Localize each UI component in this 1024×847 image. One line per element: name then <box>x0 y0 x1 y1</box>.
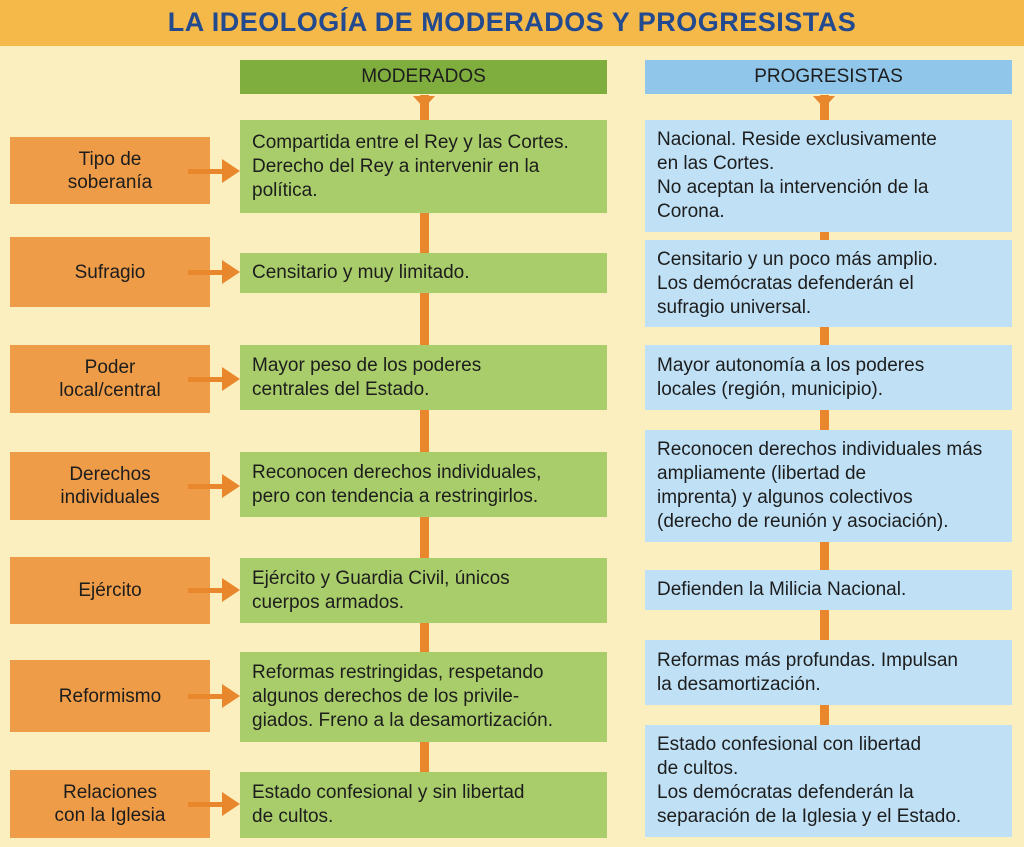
progresistas-sufragio: Censitario y un poco más amplio. Los demócratas defenderán el sufragio universal. <box>645 240 1012 327</box>
moderados-derechos-individuales: Reconocen derechos individuales, pero con tendencia a restringirlos. <box>240 452 607 517</box>
right-arrow-icon <box>188 260 240 284</box>
category-reformismo: Reformismo <box>10 660 210 732</box>
moderados-ejercito: Ejército y Guardia Civil, únicos cuerpos armados. <box>240 558 607 623</box>
right-arrow-icon <box>188 474 240 498</box>
right-arrow-icon <box>188 159 240 183</box>
category-ejercito: Ejército <box>10 557 210 624</box>
column-header-moderados: MODERADOS <box>240 60 607 94</box>
right-arrow-icon <box>188 792 240 816</box>
progresistas-derechos-individuales: Reconocen derechos individuales más ampliamente (libertad de imprenta) y algunos colectivos (derecho de reunión y asociación). <box>645 430 1012 542</box>
moderados-reformismo: Reformas restringidas, respetando algunos derechos de los privile- giados. Freno a la desamortización. <box>240 652 607 742</box>
moderados-down-arrow <box>413 96 435 108</box>
moderados-poder-local-central: Mayor peso de los poderes centrales del Estado. <box>240 345 607 410</box>
progresistas-relaciones-con-la-iglesia: Estado confesional con libertad de cultos. Los demócratas defenderán la separación de la Iglesia y el Estado. <box>645 725 1012 837</box>
right-arrow-icon <box>188 684 240 708</box>
progresistas-reformismo: Reformas más profundas. Impulsan la desamortización. <box>645 640 1012 705</box>
right-arrow-icon <box>188 367 240 391</box>
right-arrow-icon <box>188 578 240 602</box>
progresistas-tipo-de-soberania: Nacional. Reside exclusivamente en las Cortes. No aceptan la intervención de la Corona. <box>645 120 1012 232</box>
category-relaciones-con-la-iglesia: Relaciones con la Iglesia <box>10 770 210 838</box>
category-poder-local-central: Poder local/central <box>10 345 210 413</box>
column-header-progresistas: PROGRESISTAS <box>645 60 1012 94</box>
moderados-tipo-de-soberania: Compartida entre el Rey y las Cortes. Derecho del Rey a intervenir en la política. <box>240 120 607 213</box>
progresistas-ejercito: Defienden la Milicia Nacional. <box>645 570 1012 610</box>
moderados-relaciones-con-la-iglesia: Estado confesional y sin libertad de cultos. <box>240 772 607 838</box>
category-sufragio: Sufragio <box>10 237 210 307</box>
progresistas-poder-local-central: Mayor autonomía a los poderes locales (región, municipio). <box>645 345 1012 410</box>
moderados-sufragio: Censitario y muy limitado. <box>240 253 607 293</box>
page-title: LA IDEOLOGÍA DE MODERADOS Y PROGRESISTAS <box>167 7 857 37</box>
category-derechos-individuales: Derechos individuales <box>10 452 210 520</box>
category-tipo-de-soberania: Tipo de soberanía <box>10 137 210 204</box>
progresistas-down-arrow <box>813 96 835 108</box>
